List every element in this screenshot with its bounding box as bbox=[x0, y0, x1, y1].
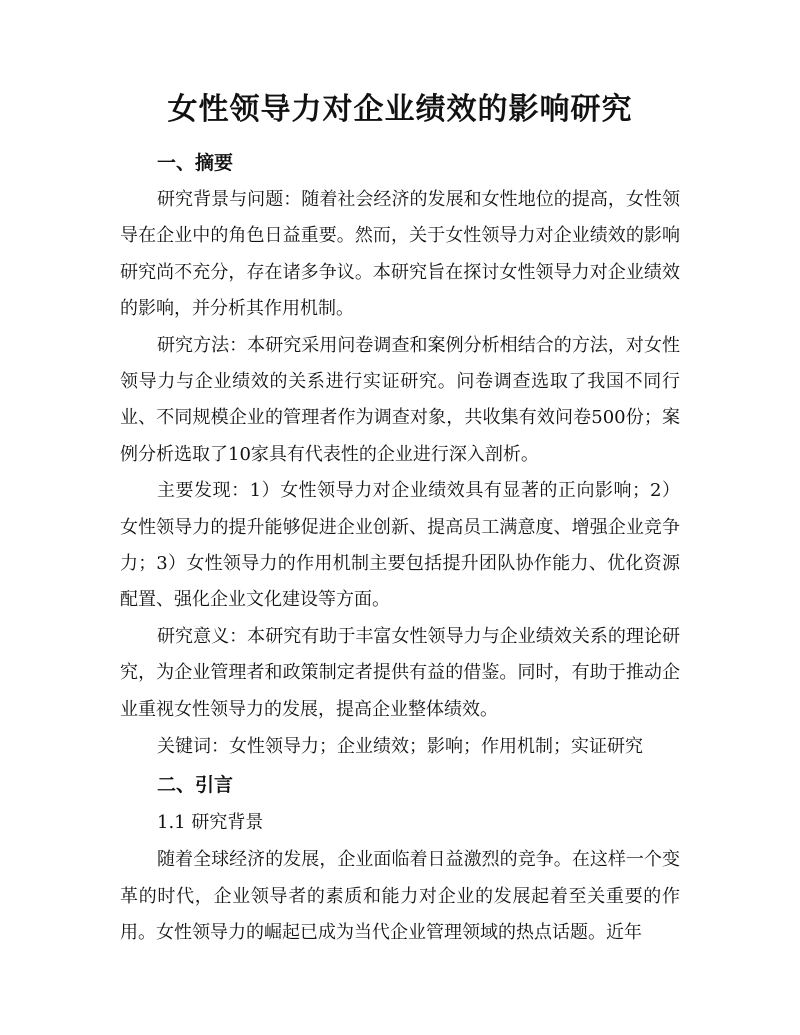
abstract-heading: 一、摘要 bbox=[157, 152, 234, 174]
intro-paragraph: 随着全球经济的发展，企业面临着日益激烈的竞争。在这样一个变革的时代，企业领导者的素质和能力对企业的发展起着至关重要的作用。女性领导力的崛起已成为当代企业管理领域的热点话题。近年 bbox=[120, 849, 680, 943]
abstract-paragraph-methods: 研究方法：本研究采用问卷调查和案例分析相结合的方法，对女性领导力与企业绩效的关系进行实证研究。问卷调查选取了我国不同行业、不同规模企业的管理者作为调查对象，共收集有效问卷500份；案例分析选取了10家具有代表性的企业进行深入剖析。 bbox=[120, 334, 680, 465]
document-title: 女性领导力对企业绩效的影响研究 bbox=[167, 92, 633, 127]
abstract-paragraph-significance: 研究意义：本研究有助于丰富女性领导力与企业绩效关系的理论研究，为企业管理者和政策制定者提供有益的借鉴。同时，有助于推动企业重视女性领导力的发展，提高企业整体绩效。 bbox=[120, 625, 680, 720]
intro-heading: 二、引言 bbox=[157, 774, 234, 797]
abstract-paragraph-background: 研究背景与问题：随着社会经济的发展和女性地位的提高，女性领导在企业中的角色日益重要。然而，关于女性领导力对企业绩效的影响研究尚不充分，存在诸多争议。本研究旨在探讨女性领导力对企业绩效的影响，并分析其作用机制。 bbox=[120, 189, 680, 320]
subsection-heading: 1.1 研究背景 bbox=[157, 812, 264, 834]
document-body bbox=[120, 144, 680, 951]
keywords-line: 关键词：女性领导力；企业绩效；影响；作用机制；实证研究 bbox=[157, 736, 643, 758]
abstract-paragraph-findings: 主要发现：1）女性领导力对企业绩效具有显著的正向影响；2）女性领导力的提升能够促进企业创新、提高员工满意度、增强企业竞争力；3）女性领导力的作用机制主要包括提升团队协作能力、优化资源配置、强化企业文化建设等方面。 bbox=[120, 480, 680, 611]
